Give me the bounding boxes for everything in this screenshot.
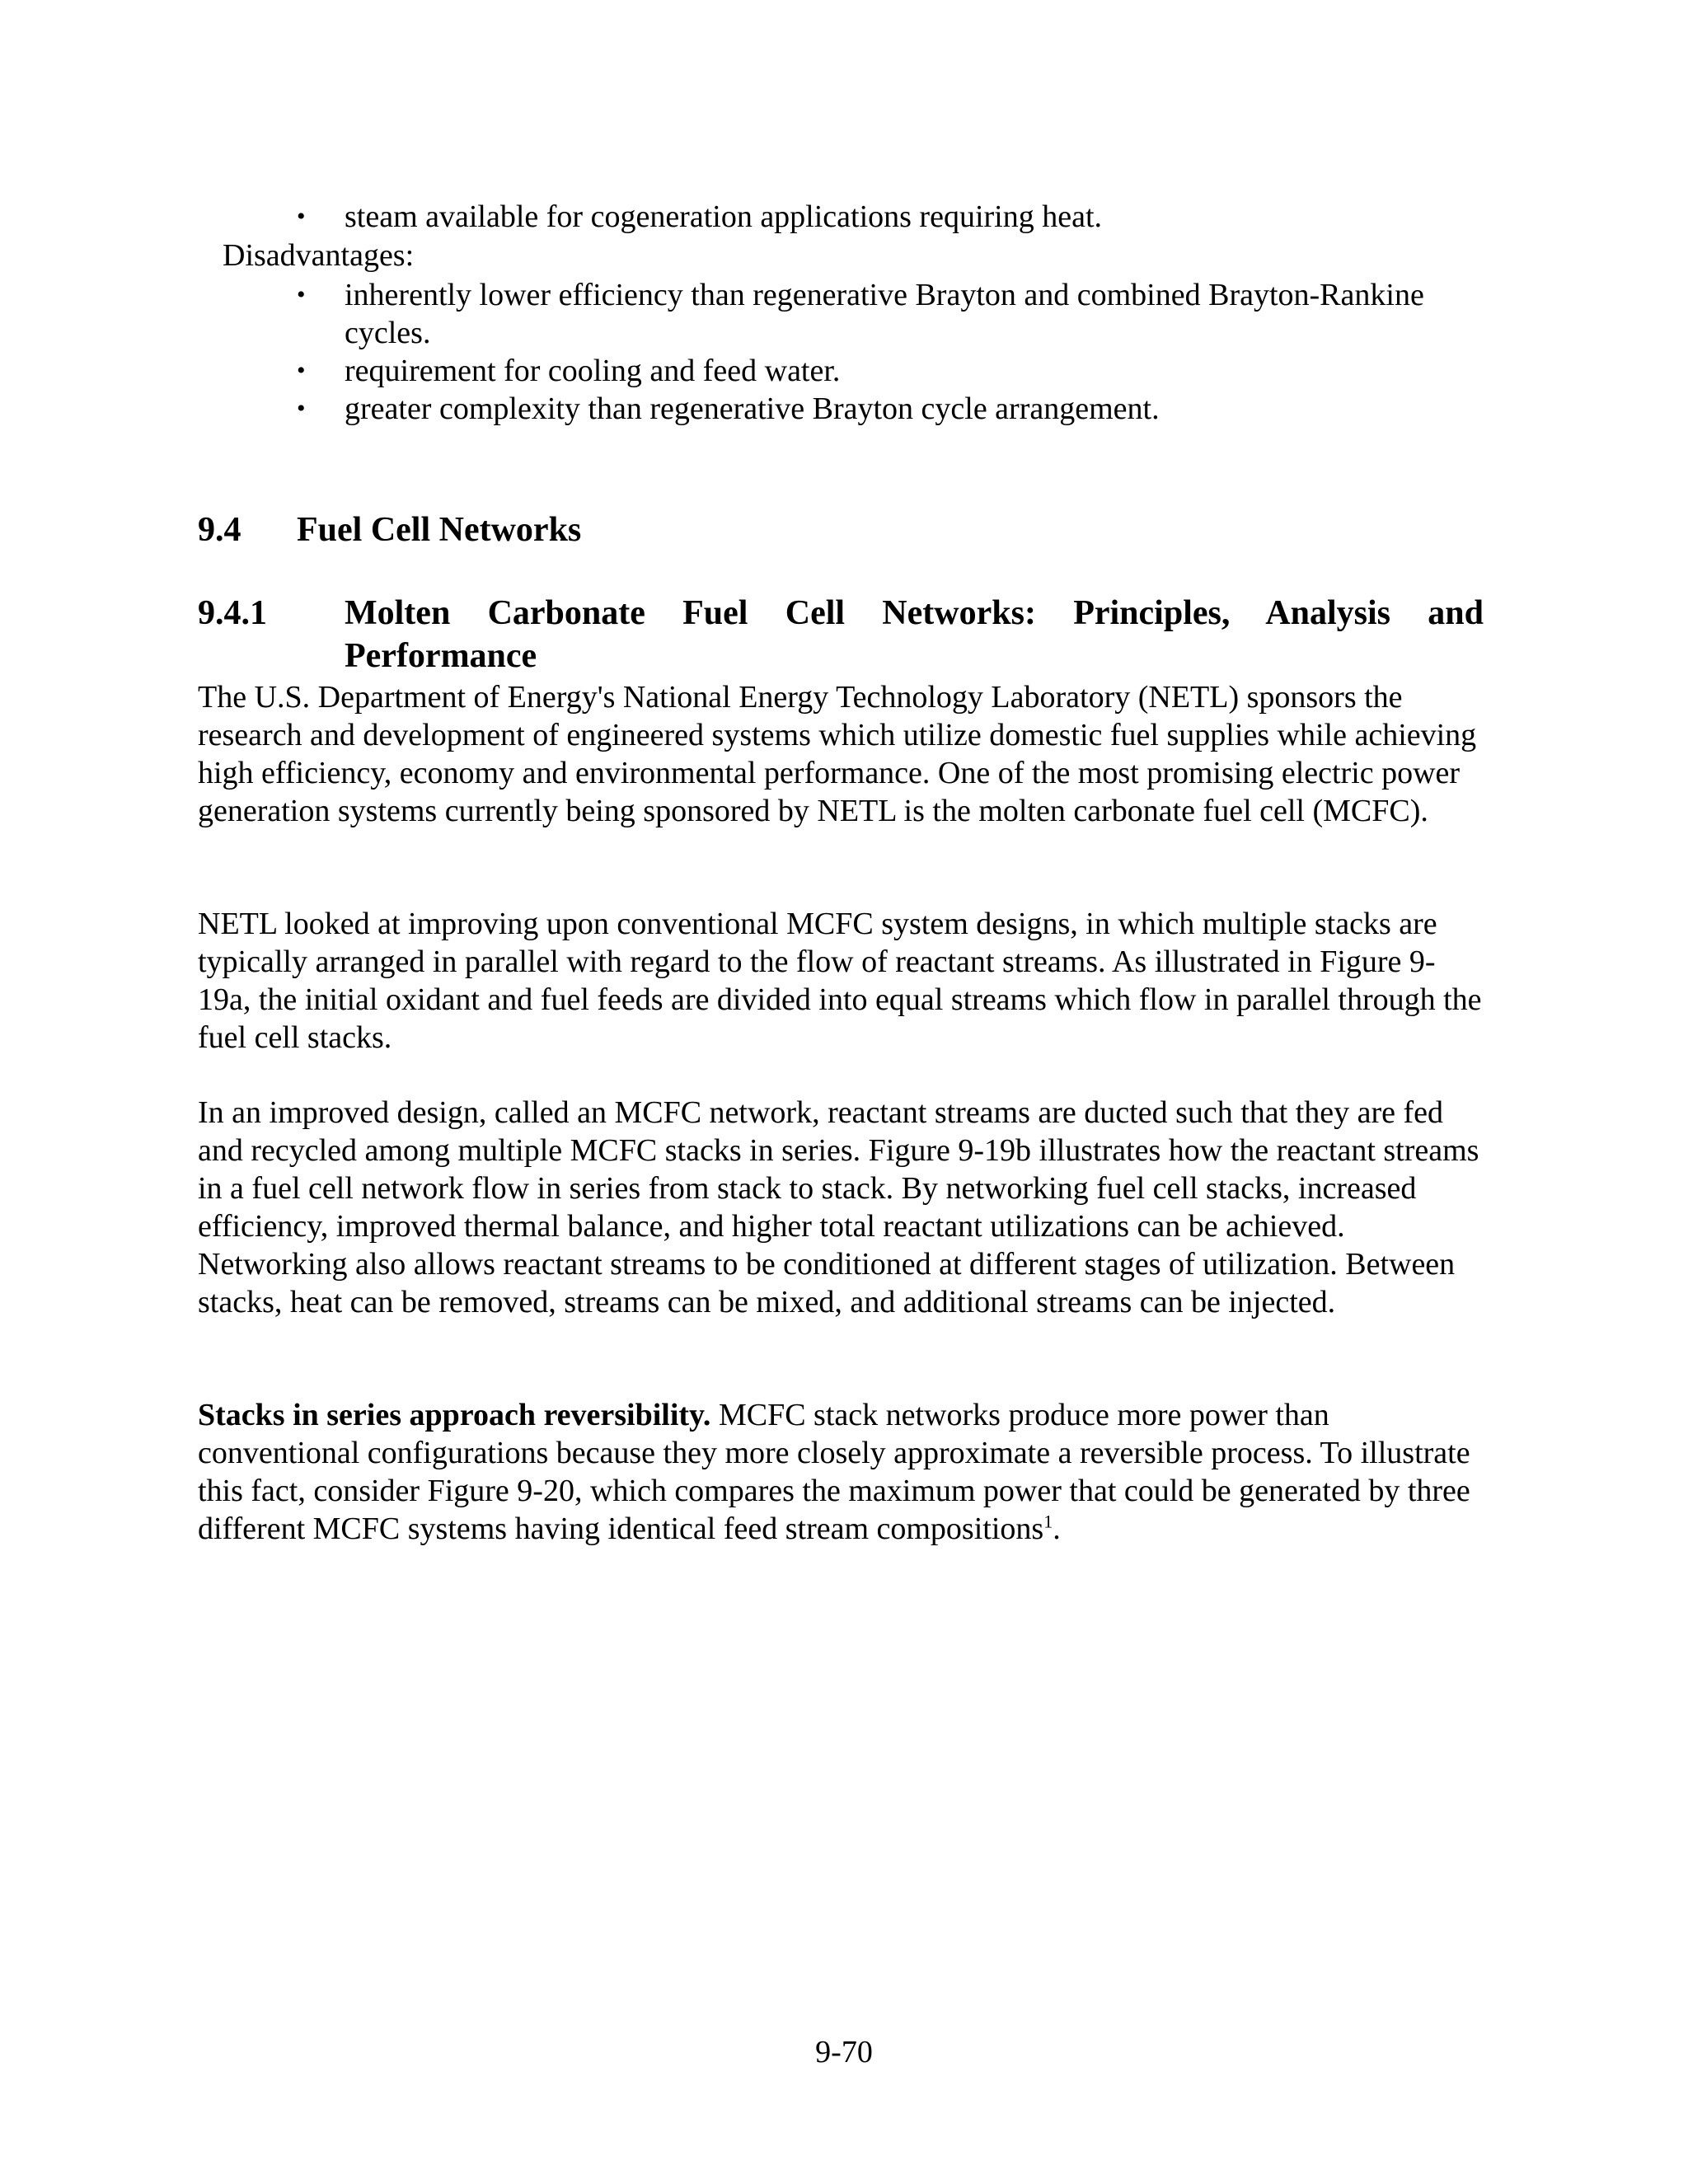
section-number: 9.4 (198, 511, 241, 549)
disadvantages-list (297, 276, 1482, 428)
list-item (297, 352, 1482, 390)
list-item (297, 390, 1482, 428)
paragraph-conventional: NETL looked at improving upon conventional MCFC system designs, in which multiple stacks are typically arranged in parallel with regard to the flow of reactant streams. As illustrated in Figure 9-19a, the initial oxidant and fuel feeds are divided into equal streams which flow in parallel through the fuel cell stacks. (198, 907, 1482, 1055)
subsection-heading (198, 592, 1484, 677)
list-item-text: steam available for cogeneration applications requiring heat. (345, 199, 1103, 234)
footnote-marker[interactable]: 1 (1043, 1511, 1053, 1532)
list-item-text: greater complexity than regenerative Brayton cycle arrangement. (345, 391, 1160, 426)
list-item-text: requirement for cooling and feed water. (345, 354, 841, 388)
paragraph-network: In an improved design, called an MCFC network, reactant streams are ducted such that they are fed and recycled among multiple MCFC stacks in series. Figure 9-19b illustrates how the reactant streams in a fuel cell network flow in series from stack to stack. By networking fuel cell stacks, increased efficiency, improved thermal balance, and higher total reactant utilizations can be achieved. Networking also allows reactant streams to be conditioned at different stages of utilization. Between stacks, heat can be removed, streams can be mixed, and additional streams can be injected. (198, 1095, 1479, 1319)
paragraph-lead: Stacks in series approach reversibility. (198, 1398, 711, 1432)
subsection-title (345, 592, 1484, 677)
advantages-list-continued (297, 198, 1482, 236)
section-heading (198, 509, 581, 551)
bullet-icon: • (297, 395, 306, 422)
page-number: 9-70 (815, 2035, 873, 2069)
bullet-icon: • (297, 357, 306, 384)
paragraph-reversibility (198, 1396, 1484, 1548)
disadvantages-label: Disadvantages: (223, 238, 415, 273)
section-title: Fuel Cell Networks (297, 511, 582, 549)
bullet-icon: • (297, 203, 306, 230)
subsection-number: 9.4.1 (198, 594, 267, 632)
bullet-icon: • (297, 281, 306, 308)
list-item-text: inherently lower efficiency than regenerative Brayton and combined Brayton-Rankine cycles. (345, 278, 1424, 350)
list-item (297, 276, 1482, 352)
subsection-title-line2: Performance (345, 637, 537, 675)
paragraph-intro: The U.S. Department of Energy's National Energy Technology Laboratory (NETL) sponsors the research and development of engineered systems which utilize domestic fuel supplies while achieving high efficiency, economy and environmental performance. One of the most promising electric power generation systems currently being sponsored by NETL is the molten carbonate fuel cell (MCFC). (198, 680, 1477, 828)
paragraph-body: MCFC stack networks produce more power than conventional configurations because they more closely approximate a reversible process. To illustrate this fact, consider Figure 9-20, which compares the maximum power that could be generated by three different MCFC systems having identical feed stream compositions (198, 1398, 1470, 1546)
paragraph-end: . (1053, 1511, 1061, 1546)
list-item (297, 198, 1482, 236)
subsection-title-line1: Molten Carbonate Fuel Cell Networks: Principles, Analysis and (345, 594, 1484, 632)
